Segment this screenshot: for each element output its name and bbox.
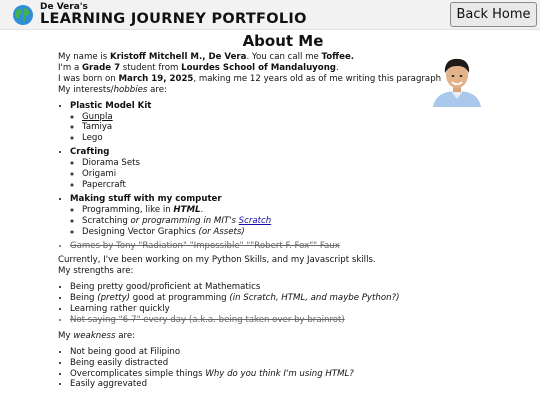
list-item: • Not saying "6-7" every day (a.k.a. being taken over by brainrot) (70, 315, 458, 326)
page-title: About Me (242, 32, 324, 50)
about-content (58, 33, 458, 394)
list-item: • Being (pretty) good at programming (in Scratch, HTML, and maybe Python?) (70, 293, 458, 304)
list-item: • Easily aggrevated (70, 379, 458, 390)
interests-list (58, 101, 458, 252)
list-item: ◦ Origami (82, 169, 458, 180)
list-item: • Overcomplicates simple things Why do you think I'm using HTML? (70, 369, 458, 380)
intro-school-line: I'm a Grade 7 student from Lourdes School of Mandaluyong. (58, 62, 339, 73)
brand-subtitle: De Vera's (40, 2, 88, 12)
list-item: • Not being good at Filipino (70, 347, 458, 358)
list-item: • Making stuff with my computer ◦ Programming, like in HTML. ◦ Scratching or programming in MIT's Scratch ◦ Designing Vector Graphics (or Assets) (70, 194, 458, 238)
list-item: • Crafting ◦ Diorama Sets ◦ Origami ◦ Papercraft (70, 147, 458, 191)
list-item: • Plastic Model Kit ◦ Gunpla ◦ Tamiya ◦ Lego (70, 101, 458, 145)
scratch-link[interactable]: Scratch (238, 215, 272, 226)
list-item: • Being easily distracted (70, 358, 458, 369)
list-item: • Being pretty good/proficient at Mathematics (70, 282, 458, 293)
intro-name-line: My name is Kristoff Mitchell M., De Vera. You can call me Toffee. (58, 52, 355, 62)
list-item: ◦ Tamiya (82, 122, 458, 133)
list-item: ◦ Diorama Sets (82, 158, 458, 169)
currently-text: Currently, I've been working on my Python Skills, and my Javascript skills. (58, 255, 376, 266)
weakness-heading: My weakness are: (58, 330, 136, 341)
back-home-button[interactable]: Back Home (450, 2, 537, 27)
list-item: • Games by Tony "Radiation" "Impossible" ""Robert F. Fox"" Faux (70, 241, 458, 252)
list-item: ◦ Scratching or programming in MIT's Scratch (82, 216, 458, 227)
list-item: ◦ Papercraft (82, 180, 458, 191)
strengths-list (58, 282, 458, 326)
header-bar (0, 0, 540, 30)
list-item: ◦ Lego (82, 133, 458, 144)
list-item: ◦ Programming, like in HTML. (82, 205, 458, 216)
list-item: • Learning rather quickly (70, 304, 458, 315)
weakness-list (58, 347, 458, 391)
strengths-heading: My strengths are: (58, 266, 134, 277)
list-item: ◦ Designing Vector Graphics (or Assets) (82, 227, 458, 238)
list-item: ◦ Gunpla (82, 112, 458, 123)
interests-heading: My interests/hobbies are: (58, 84, 167, 95)
globe-logo-icon (12, 4, 34, 26)
intro-birth-line: I was born on March 19, 2025, making me 12 years old as of me writing this paragraph (58, 73, 442, 84)
brand-title: LEARNING JOURNEY PORTFOLIO (40, 11, 307, 27)
